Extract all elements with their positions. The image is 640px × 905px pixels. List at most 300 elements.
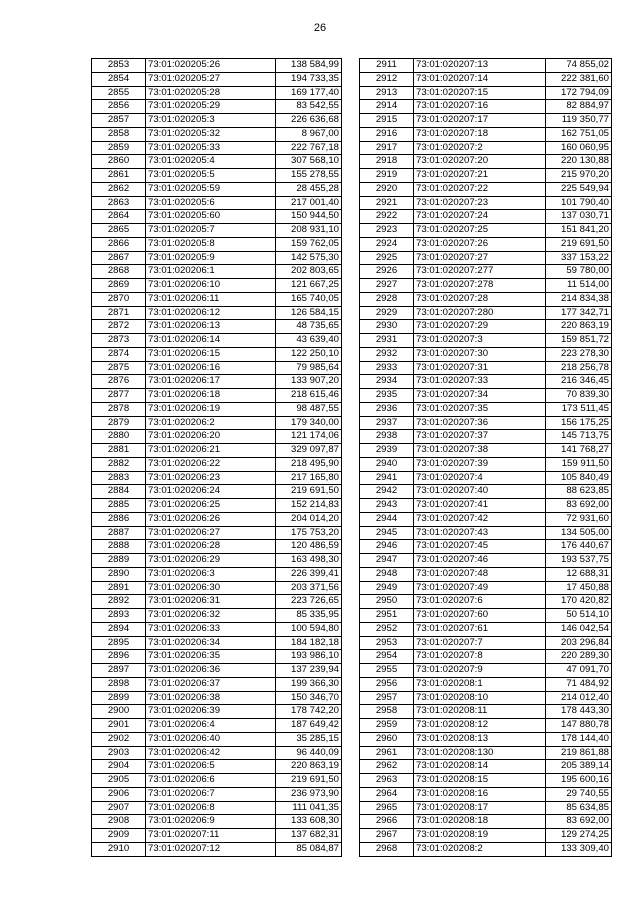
- table-row: [360, 760, 612, 774]
- table-row: [360, 691, 612, 705]
- table-row: [92, 499, 342, 513]
- cadastral-number-cell: 73:01:020206:6: [146, 774, 276, 788]
- value-cell: 217 165,80: [276, 471, 342, 485]
- row-number-cell: 2949: [360, 581, 414, 595]
- row-number-cell: 2958: [360, 705, 414, 719]
- table-row: [92, 705, 342, 719]
- cadastral-number-cell: 73:01:020206:1: [146, 265, 276, 279]
- value-cell: 220 289,30: [546, 650, 612, 664]
- row-number-cell: 2861: [92, 169, 146, 183]
- row-number-cell: 2935: [360, 389, 414, 403]
- value-cell: 236 973,90: [276, 787, 342, 801]
- row-number-cell: 2891: [92, 581, 146, 595]
- table-row: [360, 636, 612, 650]
- table-row: [360, 402, 612, 416]
- cadastral-number-cell: 73:01:020207:28: [414, 292, 546, 306]
- row-number-cell: 2920: [360, 182, 414, 196]
- row-number-cell: 2910: [92, 842, 146, 856]
- table-row: [92, 787, 342, 801]
- table-row: [92, 182, 342, 196]
- value-cell: 178 443,30: [546, 705, 612, 719]
- table-row: [360, 182, 612, 196]
- table-row: [360, 155, 612, 169]
- cadastral-number-cell: 73:01:020205:4: [146, 155, 276, 169]
- table-row: [92, 265, 342, 279]
- value-cell: 142 575,30: [276, 251, 342, 265]
- cadastral-number-cell: 73:01:020206:33: [146, 622, 276, 636]
- cadastral-number-cell: 73:01:020208:12: [414, 719, 546, 733]
- cadastral-number-cell: 73:01:020205:3: [146, 114, 276, 128]
- table-row: [92, 471, 342, 485]
- cadastral-number-cell: 73:01:020206:28: [146, 540, 276, 554]
- table-row: [360, 237, 612, 251]
- row-number-cell: 2854: [92, 72, 146, 86]
- cadastral-number-cell: 73:01:020205:33: [146, 141, 276, 155]
- cadastral-number-cell: 73:01:020206:27: [146, 526, 276, 540]
- value-cell: 8 967,00: [276, 127, 342, 141]
- cadastral-number-cell: 73:01:020207:15: [414, 86, 546, 100]
- value-cell: 193 986,10: [276, 650, 342, 664]
- value-cell: 220 863,19: [276, 760, 342, 774]
- value-cell: 79 985,64: [276, 361, 342, 375]
- cadastral-number-cell: 73:01:020205:59: [146, 182, 276, 196]
- value-cell: 216 346,45: [546, 375, 612, 389]
- value-cell: 50 514,10: [546, 609, 612, 623]
- cadastral-number-cell: 73:01:020207:40: [414, 485, 546, 499]
- table-row: [360, 334, 612, 348]
- table-row: [360, 746, 612, 760]
- value-cell: 156 175,25: [546, 416, 612, 430]
- row-number-cell: 2960: [360, 732, 414, 746]
- row-number-cell: 2880: [92, 430, 146, 444]
- cadastral-number-cell: 73:01:020207:42: [414, 512, 546, 526]
- value-cell: 121 667,25: [276, 279, 342, 293]
- cadastral-number-cell: 73:01:020207:46: [414, 554, 546, 568]
- table-row: [92, 347, 342, 361]
- value-cell: 222 381,60: [546, 72, 612, 86]
- row-number-cell: 2908: [92, 815, 146, 829]
- row-number-cell: 2928: [360, 292, 414, 306]
- cadastral-number-cell: 73:01:020206:9: [146, 815, 276, 829]
- table-row: [92, 402, 342, 416]
- value-cell: 193 537,75: [546, 554, 612, 568]
- cadastral-number-cell: 73:01:020208:2: [414, 842, 546, 856]
- cadastral-number-cell: 73:01:020208:16: [414, 787, 546, 801]
- table-row: [92, 361, 342, 375]
- table-row: [360, 210, 612, 224]
- value-cell: 159 762,05: [276, 237, 342, 251]
- cadastral-number-cell: 73:01:020205:9: [146, 251, 276, 265]
- table-row: [360, 829, 612, 843]
- value-cell: 133 608,30: [276, 815, 342, 829]
- row-number-cell: 2883: [92, 471, 146, 485]
- value-cell: 47 091,70: [546, 664, 612, 678]
- table-row: [360, 664, 612, 678]
- row-number-cell: 2862: [92, 182, 146, 196]
- table-row: [360, 375, 612, 389]
- value-cell: 172 794,09: [546, 86, 612, 100]
- table-row: [360, 622, 612, 636]
- cadastral-number-cell: 73:01:020207:41: [414, 499, 546, 513]
- cadastral-number-cell: 73:01:020205:6: [146, 196, 276, 210]
- table-row: [92, 72, 342, 86]
- value-cell: 223 726,65: [276, 595, 342, 609]
- row-number-cell: 2859: [92, 141, 146, 155]
- table-row: [360, 485, 612, 499]
- table-row: [360, 224, 612, 238]
- value-cell: 137 239,94: [276, 664, 342, 678]
- value-cell: 88 623,85: [546, 485, 612, 499]
- table-row: [92, 677, 342, 691]
- cadastral-number-cell: 73:01:020207:6: [414, 595, 546, 609]
- cadastral-number-cell: 73:01:020207:2: [414, 141, 546, 155]
- value-cell: 163 498,30: [276, 554, 342, 568]
- table-row: [92, 114, 342, 128]
- value-cell: 218 615,46: [276, 389, 342, 403]
- value-cell: 160 060,95: [546, 141, 612, 155]
- value-cell: 121 174,06: [276, 430, 342, 444]
- cadastral-number-cell: 73:01:020207:25: [414, 224, 546, 238]
- table-row: [360, 416, 612, 430]
- value-cell: 204 014,20: [276, 512, 342, 526]
- value-cell: 159 911,50: [546, 457, 612, 471]
- table-row: [92, 196, 342, 210]
- table-row: [360, 320, 612, 334]
- cadastral-number-cell: 73:01:020205:60: [146, 210, 276, 224]
- value-cell: 218 495,90: [276, 457, 342, 471]
- cadastral-number-cell: 73:01:020206:24: [146, 485, 276, 499]
- cadastral-number-cell: 73:01:020207:4: [414, 471, 546, 485]
- row-number-cell: 2897: [92, 664, 146, 678]
- value-cell: 105 840,49: [546, 471, 612, 485]
- value-cell: 134 505,00: [546, 526, 612, 540]
- table-row: [92, 746, 342, 760]
- cadastral-number-cell: 73:01:020206:34: [146, 636, 276, 650]
- row-number-cell: 2937: [360, 416, 414, 430]
- value-cell: 208 931,10: [276, 224, 342, 238]
- table-row: [360, 347, 612, 361]
- row-number-cell: 2954: [360, 650, 414, 664]
- row-number-cell: 2921: [360, 196, 414, 210]
- value-cell: 219 861,88: [546, 746, 612, 760]
- cadastral-number-cell: 73:01:020207:24: [414, 210, 546, 224]
- cadastral-number-cell: 73:01:020206:5: [146, 760, 276, 774]
- table-row: [360, 141, 612, 155]
- table-row: [360, 86, 612, 100]
- value-cell: 337 153,22: [546, 251, 612, 265]
- value-cell: 329 097,87: [276, 444, 342, 458]
- cadastral-number-cell: 73:01:020206:40: [146, 732, 276, 746]
- cadastral-number-cell: 73:01:020208:130: [414, 746, 546, 760]
- cadastral-number-cell: 73:01:020206:26: [146, 512, 276, 526]
- value-cell: 129 274,25: [546, 829, 612, 843]
- value-cell: 137 030,71: [546, 210, 612, 224]
- table-row: [360, 444, 612, 458]
- cadastral-number-cell: 73:01:020206:4: [146, 719, 276, 733]
- row-number-cell: 2942: [360, 485, 414, 499]
- cadastral-number-cell: 73:01:020205:7: [146, 224, 276, 238]
- table-row: [360, 127, 612, 141]
- value-cell: 195 600,16: [546, 774, 612, 788]
- table-row: [92, 100, 342, 114]
- table-row: [360, 801, 612, 815]
- row-number-cell: 2904: [92, 760, 146, 774]
- cadastral-number-cell: 73:01:020207:11: [146, 829, 276, 843]
- table-row: [92, 169, 342, 183]
- row-number-cell: 2964: [360, 787, 414, 801]
- value-cell: 175 753,20: [276, 526, 342, 540]
- value-cell: 96 440,09: [276, 746, 342, 760]
- row-number-cell: 2886: [92, 512, 146, 526]
- table-row: [360, 389, 612, 403]
- row-number-cell: 2876: [92, 375, 146, 389]
- row-number-cell: 2857: [92, 114, 146, 128]
- table-row: [360, 361, 612, 375]
- row-number-cell: 2957: [360, 691, 414, 705]
- cadastral-number-cell: 73:01:020207:16: [414, 100, 546, 114]
- row-number-cell: 2968: [360, 842, 414, 856]
- value-cell: 219 691,50: [276, 774, 342, 788]
- row-number-cell: 2893: [92, 609, 146, 623]
- cadastral-number-cell: 73:01:020206:35: [146, 650, 276, 664]
- cadastral-number-cell: 73:01:020207:22: [414, 182, 546, 196]
- row-number-cell: 2888: [92, 540, 146, 554]
- value-cell: 122 250,10: [276, 347, 342, 361]
- table-row: [92, 540, 342, 554]
- cadastral-number-cell: 73:01:020205:8: [146, 237, 276, 251]
- value-cell: 145 713,75: [546, 430, 612, 444]
- row-number-cell: 2927: [360, 279, 414, 293]
- table-row: [92, 334, 342, 348]
- table-row: [360, 59, 612, 73]
- cadastral-number-cell: 73:01:020205:29: [146, 100, 276, 114]
- table-row: [92, 595, 342, 609]
- value-cell: 11 514,00: [546, 279, 612, 293]
- table-row: [360, 732, 612, 746]
- table-row: [92, 127, 342, 141]
- row-number-cell: 2878: [92, 402, 146, 416]
- value-cell: 70 839,30: [546, 389, 612, 403]
- row-number-cell: 2965: [360, 801, 414, 815]
- cadastral-number-cell: 73:01:020207:45: [414, 540, 546, 554]
- value-cell: 226 399,41: [276, 567, 342, 581]
- row-number-cell: 2941: [360, 471, 414, 485]
- cadastral-number-cell: 73:01:020206:12: [146, 306, 276, 320]
- value-cell: 126 584,15: [276, 306, 342, 320]
- cadastral-number-cell: 73:01:020206:39: [146, 705, 276, 719]
- table-row: [92, 829, 342, 843]
- table-row: [360, 581, 612, 595]
- cadastral-number-cell: 73:01:020206:18: [146, 389, 276, 403]
- cadastral-value-table-left: [91, 58, 342, 857]
- row-number-cell: 2870: [92, 292, 146, 306]
- row-number-cell: 2911: [360, 59, 414, 73]
- row-number-cell: 2856: [92, 100, 146, 114]
- row-number-cell: 2953: [360, 636, 414, 650]
- cadastral-number-cell: 73:01:020207:34: [414, 389, 546, 403]
- value-cell: 225 549,94: [546, 182, 612, 196]
- cadastral-number-cell: 73:01:020208:11: [414, 705, 546, 719]
- table-row: [360, 196, 612, 210]
- row-number-cell: 2864: [92, 210, 146, 224]
- row-number-cell: 2952: [360, 622, 414, 636]
- cadastral-number-cell: 73:01:020206:29: [146, 554, 276, 568]
- value-cell: 219 691,50: [546, 237, 612, 251]
- row-number-cell: 2925: [360, 251, 414, 265]
- table-row: [92, 691, 342, 705]
- cadastral-number-cell: 73:01:020205:28: [146, 86, 276, 100]
- row-number-cell: 2909: [92, 829, 146, 843]
- table-row: [92, 251, 342, 265]
- row-number-cell: 2855: [92, 86, 146, 100]
- cadastral-number-cell: 73:01:020207:18: [414, 127, 546, 141]
- table-row: [92, 279, 342, 293]
- cadastral-number-cell: 73:01:020206:3: [146, 567, 276, 581]
- cadastral-number-cell: 73:01:020207:43: [414, 526, 546, 540]
- table-row: [360, 705, 612, 719]
- page-number: 26: [313, 22, 327, 34]
- cadastral-number-cell: 73:01:020206:37: [146, 677, 276, 691]
- row-number-cell: 2877: [92, 389, 146, 403]
- cadastral-number-cell: 73:01:020207:21: [414, 169, 546, 183]
- table-row: [360, 471, 612, 485]
- value-cell: 74 855,02: [546, 59, 612, 73]
- value-cell: 170 420,82: [546, 595, 612, 609]
- row-number-cell: 2896: [92, 650, 146, 664]
- table-row: [92, 292, 342, 306]
- value-cell: 214 012,40: [546, 691, 612, 705]
- cadastral-number-cell: 73:01:020207:35: [414, 402, 546, 416]
- cadastral-number-cell: 73:01:020207:14: [414, 72, 546, 86]
- value-cell: 43 639,40: [276, 334, 342, 348]
- cadastral-number-cell: 73:01:020206:7: [146, 787, 276, 801]
- value-cell: 219 691,50: [276, 485, 342, 499]
- row-number-cell: 2931: [360, 334, 414, 348]
- value-cell: 133 309,40: [546, 842, 612, 856]
- table-row: [92, 719, 342, 733]
- row-number-cell: 2915: [360, 114, 414, 128]
- table-row: [360, 787, 612, 801]
- value-cell: 101 790,40: [546, 196, 612, 210]
- cadastral-number-cell: 73:01:020208:18: [414, 815, 546, 829]
- row-number-cell: 2918: [360, 155, 414, 169]
- value-cell: 187 649,42: [276, 719, 342, 733]
- value-cell: 146 042,54: [546, 622, 612, 636]
- cadastral-number-cell: 73:01:020206:11: [146, 292, 276, 306]
- row-number-cell: 2946: [360, 540, 414, 554]
- value-cell: 48 735,65: [276, 320, 342, 334]
- cadastral-number-cell: 73:01:020207:9: [414, 664, 546, 678]
- row-number-cell: 2871: [92, 306, 146, 320]
- row-number-cell: 2858: [92, 127, 146, 141]
- value-cell: 169 177,40: [276, 86, 342, 100]
- table-row: [92, 224, 342, 238]
- value-cell: 141 768,27: [546, 444, 612, 458]
- row-number-cell: 2907: [92, 801, 146, 815]
- cadastral-number-cell: 73:01:020207:39: [414, 457, 546, 471]
- table-row: [92, 59, 342, 73]
- row-number-cell: 2887: [92, 526, 146, 540]
- row-number-cell: 2967: [360, 829, 414, 843]
- row-number-cell: 2963: [360, 774, 414, 788]
- table-row: [360, 265, 612, 279]
- table-row: [92, 512, 342, 526]
- row-number-cell: 2903: [92, 746, 146, 760]
- row-number-cell: 2895: [92, 636, 146, 650]
- row-number-cell: 2948: [360, 567, 414, 581]
- value-cell: 173 511,45: [546, 402, 612, 416]
- value-cell: 177 342,71: [546, 306, 612, 320]
- value-cell: 152 214,83: [276, 499, 342, 513]
- row-number-cell: 2940: [360, 457, 414, 471]
- row-number-cell: 2873: [92, 334, 146, 348]
- cadastral-number-cell: 73:01:020208:14: [414, 760, 546, 774]
- value-cell: 85 634,85: [546, 801, 612, 815]
- cadastral-number-cell: 73:01:020206:32: [146, 609, 276, 623]
- table-row: [92, 664, 342, 678]
- row-number-cell: 2959: [360, 719, 414, 733]
- cadastral-number-cell: 73:01:020207:37: [414, 430, 546, 444]
- row-number-cell: 2919: [360, 169, 414, 183]
- value-cell: 59 780,00: [546, 265, 612, 279]
- table-row: [92, 622, 342, 636]
- row-number-cell: 2961: [360, 746, 414, 760]
- row-number-cell: 2884: [92, 485, 146, 499]
- table-row: [360, 251, 612, 265]
- value-cell: 83 692,00: [546, 815, 612, 829]
- value-cell: 203 296,84: [546, 636, 612, 650]
- table-row: [92, 760, 342, 774]
- row-number-cell: 2950: [360, 595, 414, 609]
- row-number-cell: 2900: [92, 705, 146, 719]
- cadastral-number-cell: 73:01:020207:48: [414, 567, 546, 581]
- cadastral-number-cell: 73:01:020206:22: [146, 457, 276, 471]
- table-row: [360, 100, 612, 114]
- cadastral-number-cell: 73:01:020205:27: [146, 72, 276, 86]
- cadastral-number-cell: 73:01:020207:23: [414, 196, 546, 210]
- cadastral-number-cell: 73:01:020206:2: [146, 416, 276, 430]
- cadastral-number-cell: 73:01:020206:21: [146, 444, 276, 458]
- row-number-cell: 2872: [92, 320, 146, 334]
- table-row: [92, 389, 342, 403]
- value-cell: 226 636,68: [276, 114, 342, 128]
- value-cell: 29 740,55: [546, 787, 612, 801]
- cadastral-number-cell: 73:01:020206:19: [146, 402, 276, 416]
- table-row: [92, 526, 342, 540]
- cadastral-number-cell: 73:01:020207:31: [414, 361, 546, 375]
- value-cell: 137 682,31: [276, 829, 342, 843]
- value-cell: 214 834,38: [546, 292, 612, 306]
- cadastral-number-cell: 73:01:020206:31: [146, 595, 276, 609]
- row-number-cell: 2899: [92, 691, 146, 705]
- cadastral-number-cell: 73:01:020207:7: [414, 636, 546, 650]
- value-cell: 111 041,35: [276, 801, 342, 815]
- cadastral-number-cell: 73:01:020206:8: [146, 801, 276, 815]
- row-number-cell: 2885: [92, 499, 146, 513]
- cadastral-number-cell: 73:01:020206:23: [146, 471, 276, 485]
- value-cell: 217 001,40: [276, 196, 342, 210]
- row-number-cell: 2924: [360, 237, 414, 251]
- value-cell: 184 182,18: [276, 636, 342, 650]
- cadastral-number-cell: 73:01:020207:60: [414, 609, 546, 623]
- cadastral-number-cell: 73:01:020206:30: [146, 581, 276, 595]
- value-cell: 150 944,50: [276, 210, 342, 224]
- cadastral-number-cell: 73:01:020206:16: [146, 361, 276, 375]
- row-number-cell: 2966: [360, 815, 414, 829]
- table-row: [92, 430, 342, 444]
- cadastral-number-cell: 73:01:020207:27: [414, 251, 546, 265]
- table-row: [92, 636, 342, 650]
